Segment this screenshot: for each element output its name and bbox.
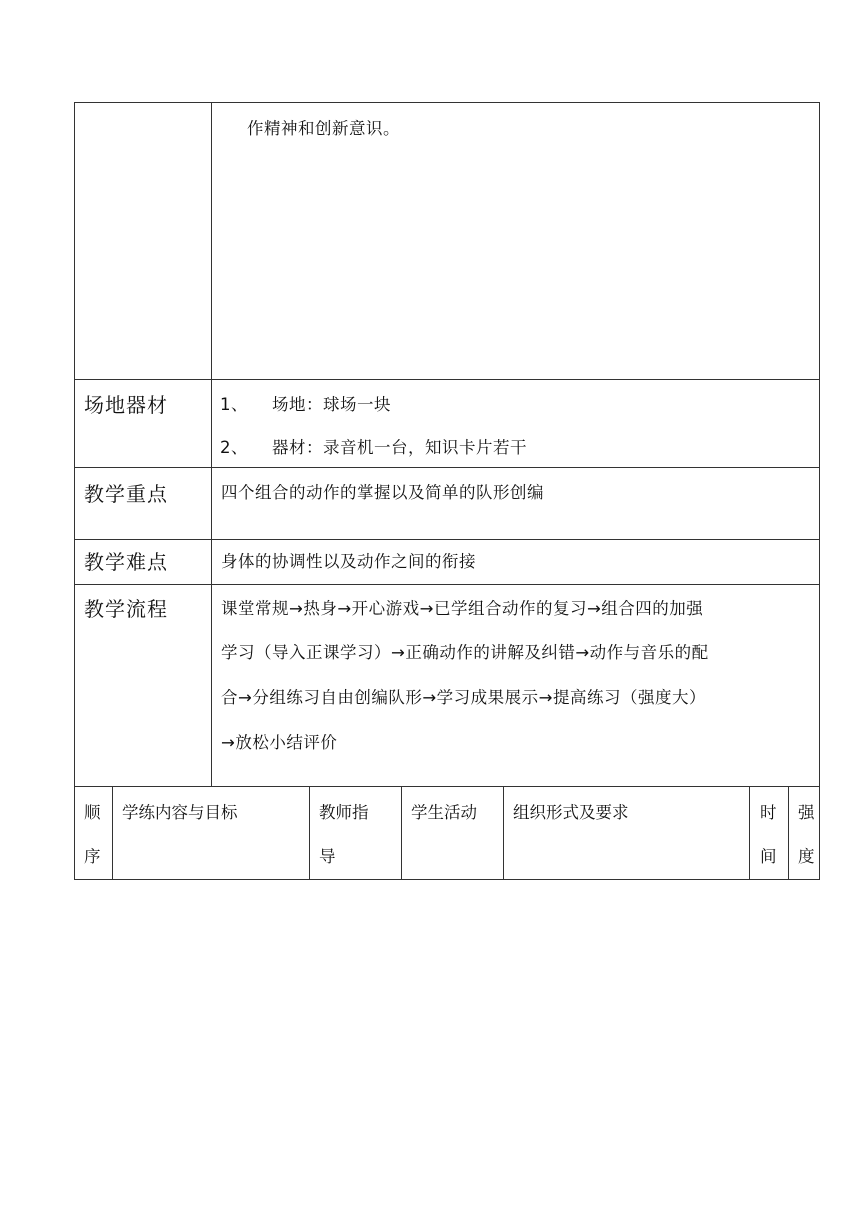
row-divider	[74, 379, 820, 380]
header-student-activity: 学生活动	[411, 803, 477, 822]
table-border-top	[74, 102, 820, 103]
flow-line: 学习（导入正课学习）→正确动作的讲解及纠错→动作与音乐的配	[221, 643, 709, 662]
flow-line: →放松小结评价	[221, 733, 338, 752]
header-column-divider	[309, 786, 310, 879]
difficulty-text: 身体的协调性以及动作之间的衔接	[221, 552, 476, 571]
venue-item-number: 1、	[220, 395, 248, 414]
header-column-divider	[788, 786, 789, 879]
table-border-left	[74, 102, 75, 880]
header-teacher-guidance: 教师指	[319, 803, 369, 822]
venue-equipment-label: 场地器材	[84, 393, 168, 417]
equipment-item-number: 2、	[220, 438, 248, 457]
header-time: 间	[760, 847, 777, 866]
table-border-right	[819, 102, 820, 880]
header-organization: 组织形式及要求	[513, 803, 629, 822]
difficulty-label: 教学难点	[84, 550, 168, 574]
row-divider	[74, 786, 820, 787]
label-column-divider	[211, 102, 212, 786]
equipment-item-text: 器材：录音机一台，知识卡片若干	[272, 438, 527, 457]
header-teacher-guidance: 导	[319, 847, 336, 866]
header-intensity: 强	[798, 803, 815, 822]
row-divider	[74, 467, 820, 468]
header-column-divider	[112, 786, 113, 879]
key-point-text: 四个组合的动作的掌握以及简单的队形创编	[221, 483, 544, 502]
key-point-label: 教学重点	[84, 482, 168, 506]
header-order: 顺	[84, 803, 101, 822]
venue-item-text: 场地：球场一块	[272, 395, 391, 414]
flow-label: 教学流程	[84, 597, 168, 621]
header-column-divider	[749, 786, 750, 879]
header-order: 序	[84, 847, 101, 866]
header-content-goals: 学练内容与目标	[122, 803, 238, 822]
header-time: 时	[760, 803, 777, 822]
row-divider	[74, 539, 820, 540]
table-border-bottom	[74, 879, 820, 880]
objective-continuation-text: 作精神和创新意识。	[247, 119, 400, 138]
row-divider	[74, 584, 820, 585]
header-intensity: 度	[798, 847, 815, 866]
flow-line: 合→分组练习自由创编队形→学习成果展示→提高练习（强度大）	[221, 688, 706, 707]
header-column-divider	[503, 786, 504, 879]
header-column-divider	[401, 786, 402, 879]
flow-line: 课堂常规→热身→开心游戏→已学组合动作的复习→组合四的加强	[221, 599, 704, 618]
